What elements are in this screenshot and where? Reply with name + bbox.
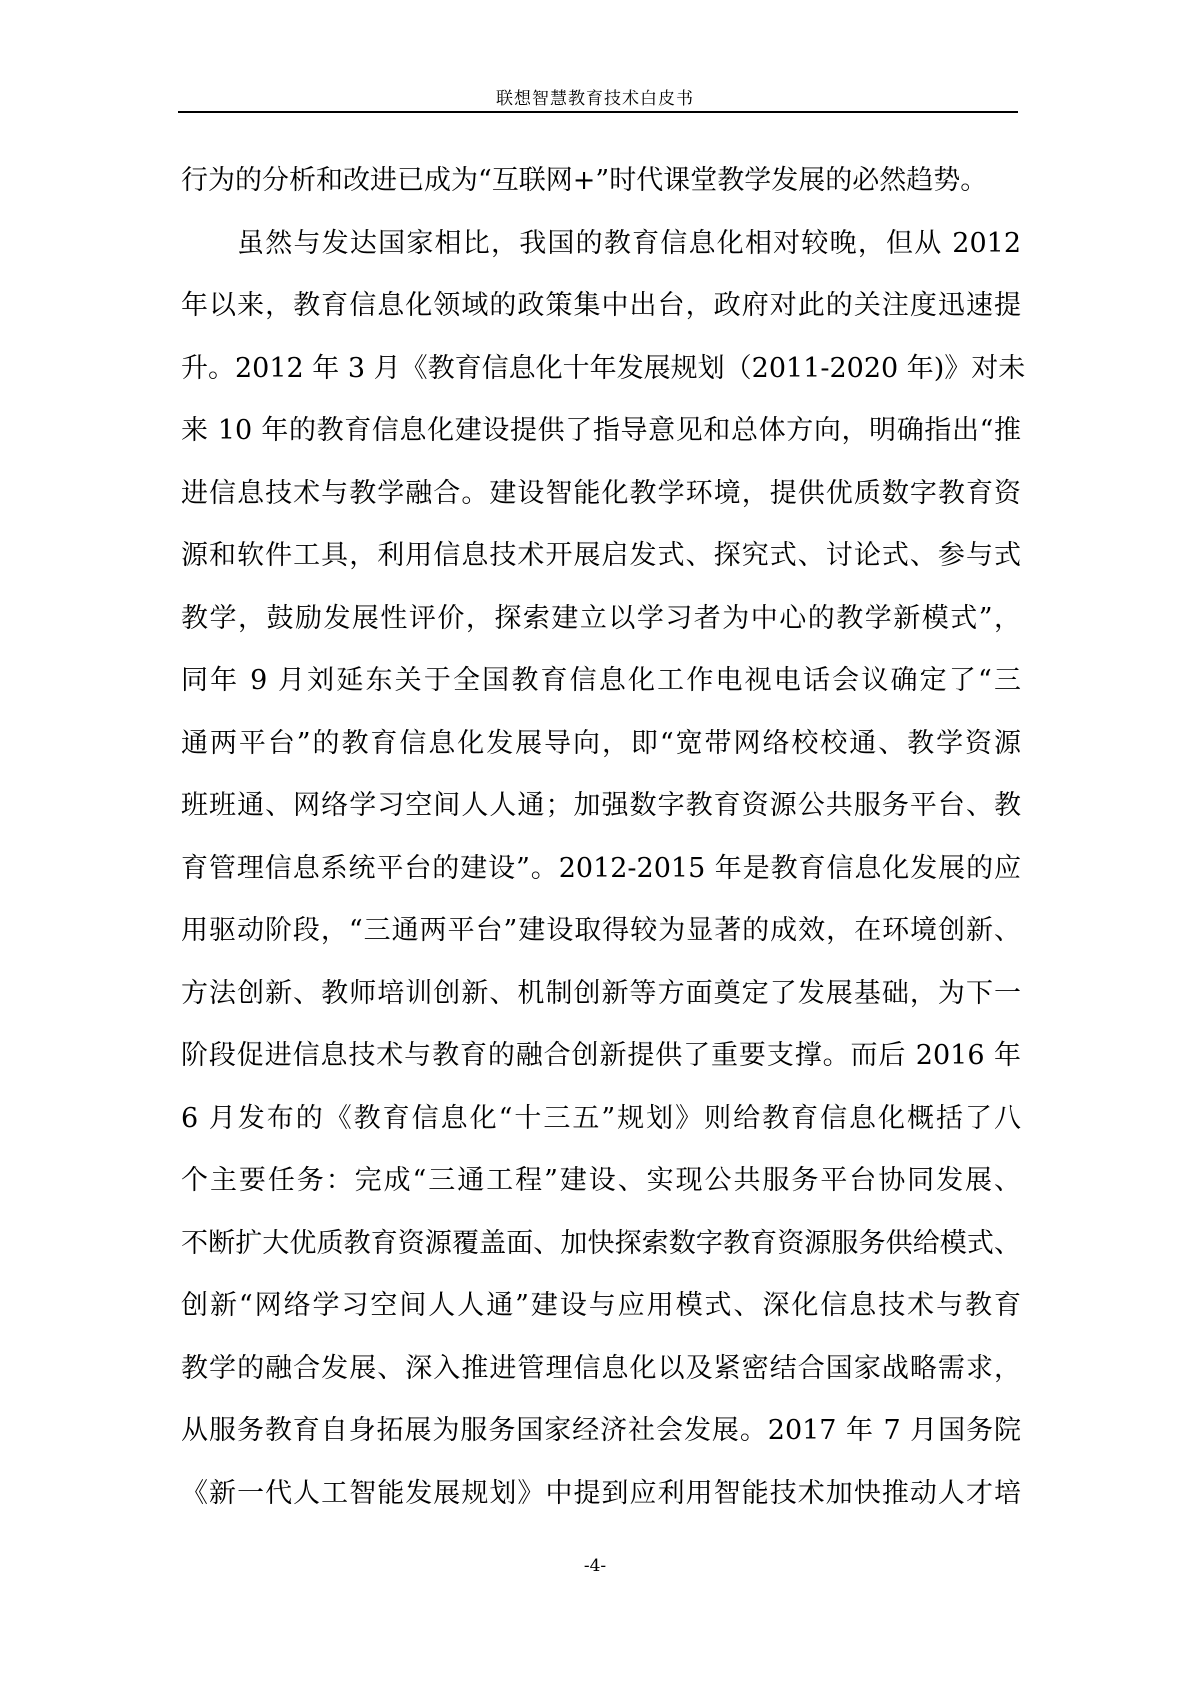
text-line: 源和软件工具，利用信息技术开展启发式、探究式、讨论式、参与式	[181, 540, 1021, 571]
text-line: 教学，鼓励发展性评价，探索建立以学习者为中心的教学新模式”，	[181, 602, 1021, 634]
text-line: 育管理信息系统平台的建设”。2012-2015 年是教育信息化发展的应	[181, 852, 1021, 884]
text-line: 创新“网络学习空间人人通”建设与应用模式、深化信息技术与教育	[181, 1290, 1021, 1321]
text-line: 6 月发布的《教育信息化“十三五”规划》则给教育信息化概括了八	[181, 1102, 1021, 1134]
text-line: 个主要任务：完成“三通工程”建设、实现公共服务平台协同发展、	[181, 1165, 1021, 1196]
body-text	[181, 150, 1026, 1525]
text-line: 进信息技术与教学融合。建设智能化教学环境，提供优质数字教育资	[181, 477, 1021, 509]
header-title: 联想智慧教育技术白皮书	[496, 89, 694, 109]
text-line: 班班通、网络学习空间人人通；加强数字教育资源公共服务平台、教	[181, 790, 1021, 821]
text-line: 阶段促进信息技术与教育的融合创新提供了重要支撑。而后 2016 年	[181, 1040, 1021, 1071]
text-line: 同年 9 月刘延东关于全国教育信息化工作电视电话会议确定了“三	[181, 665, 1021, 696]
text-line: 用驱动阶段，“三通两平台”建设取得较为显著的成效，在环境创新、	[181, 915, 1021, 946]
text-line: 不断扩大优质教育资源覆盖面、加快探索数字教育资源服务供给模式、	[181, 1227, 1021, 1259]
header-divider	[178, 111, 1018, 113]
text-line: 虽然与发达国家相比，我国的教育信息化相对较晚，但从 2012	[237, 227, 1021, 259]
text-line: 年以来，教育信息化领域的政策集中出台，政府对此的关注度迅速提	[181, 290, 1021, 321]
text-line: 从服务教育自身拓展为服务国家经济社会发展。2017 年 7 月国务院	[181, 1415, 1021, 1446]
text-line: 来 10 年的教育信息化建设提供了指导意见和总体方向，明确指出“推	[181, 415, 1021, 446]
text-line: 教学的融合发展、深入推进管理信息化以及紧密结合国家战略需求，	[181, 1352, 1021, 1384]
text-line: 方法创新、教师培训创新、机制创新等方面奠定了发展基础，为下一	[181, 977, 1021, 1009]
text-line: 升。2012 年 3 月《教育信息化十年发展规划（2011-2020 年)》对未	[181, 352, 1026, 384]
text-line: 通两平台”的教育信息化发展导向，即“宽带网络校校通、教学资源	[181, 727, 1021, 759]
page-number: -4-	[583, 1556, 607, 1576]
text-line: 《新一代人工智能发展规划》中提到应利用智能技术加快推动人才培	[181, 1477, 1021, 1509]
text-line: 行为的分析和改进已成为“互联网+”时代课堂教学发展的必然趋势。	[181, 165, 988, 196]
